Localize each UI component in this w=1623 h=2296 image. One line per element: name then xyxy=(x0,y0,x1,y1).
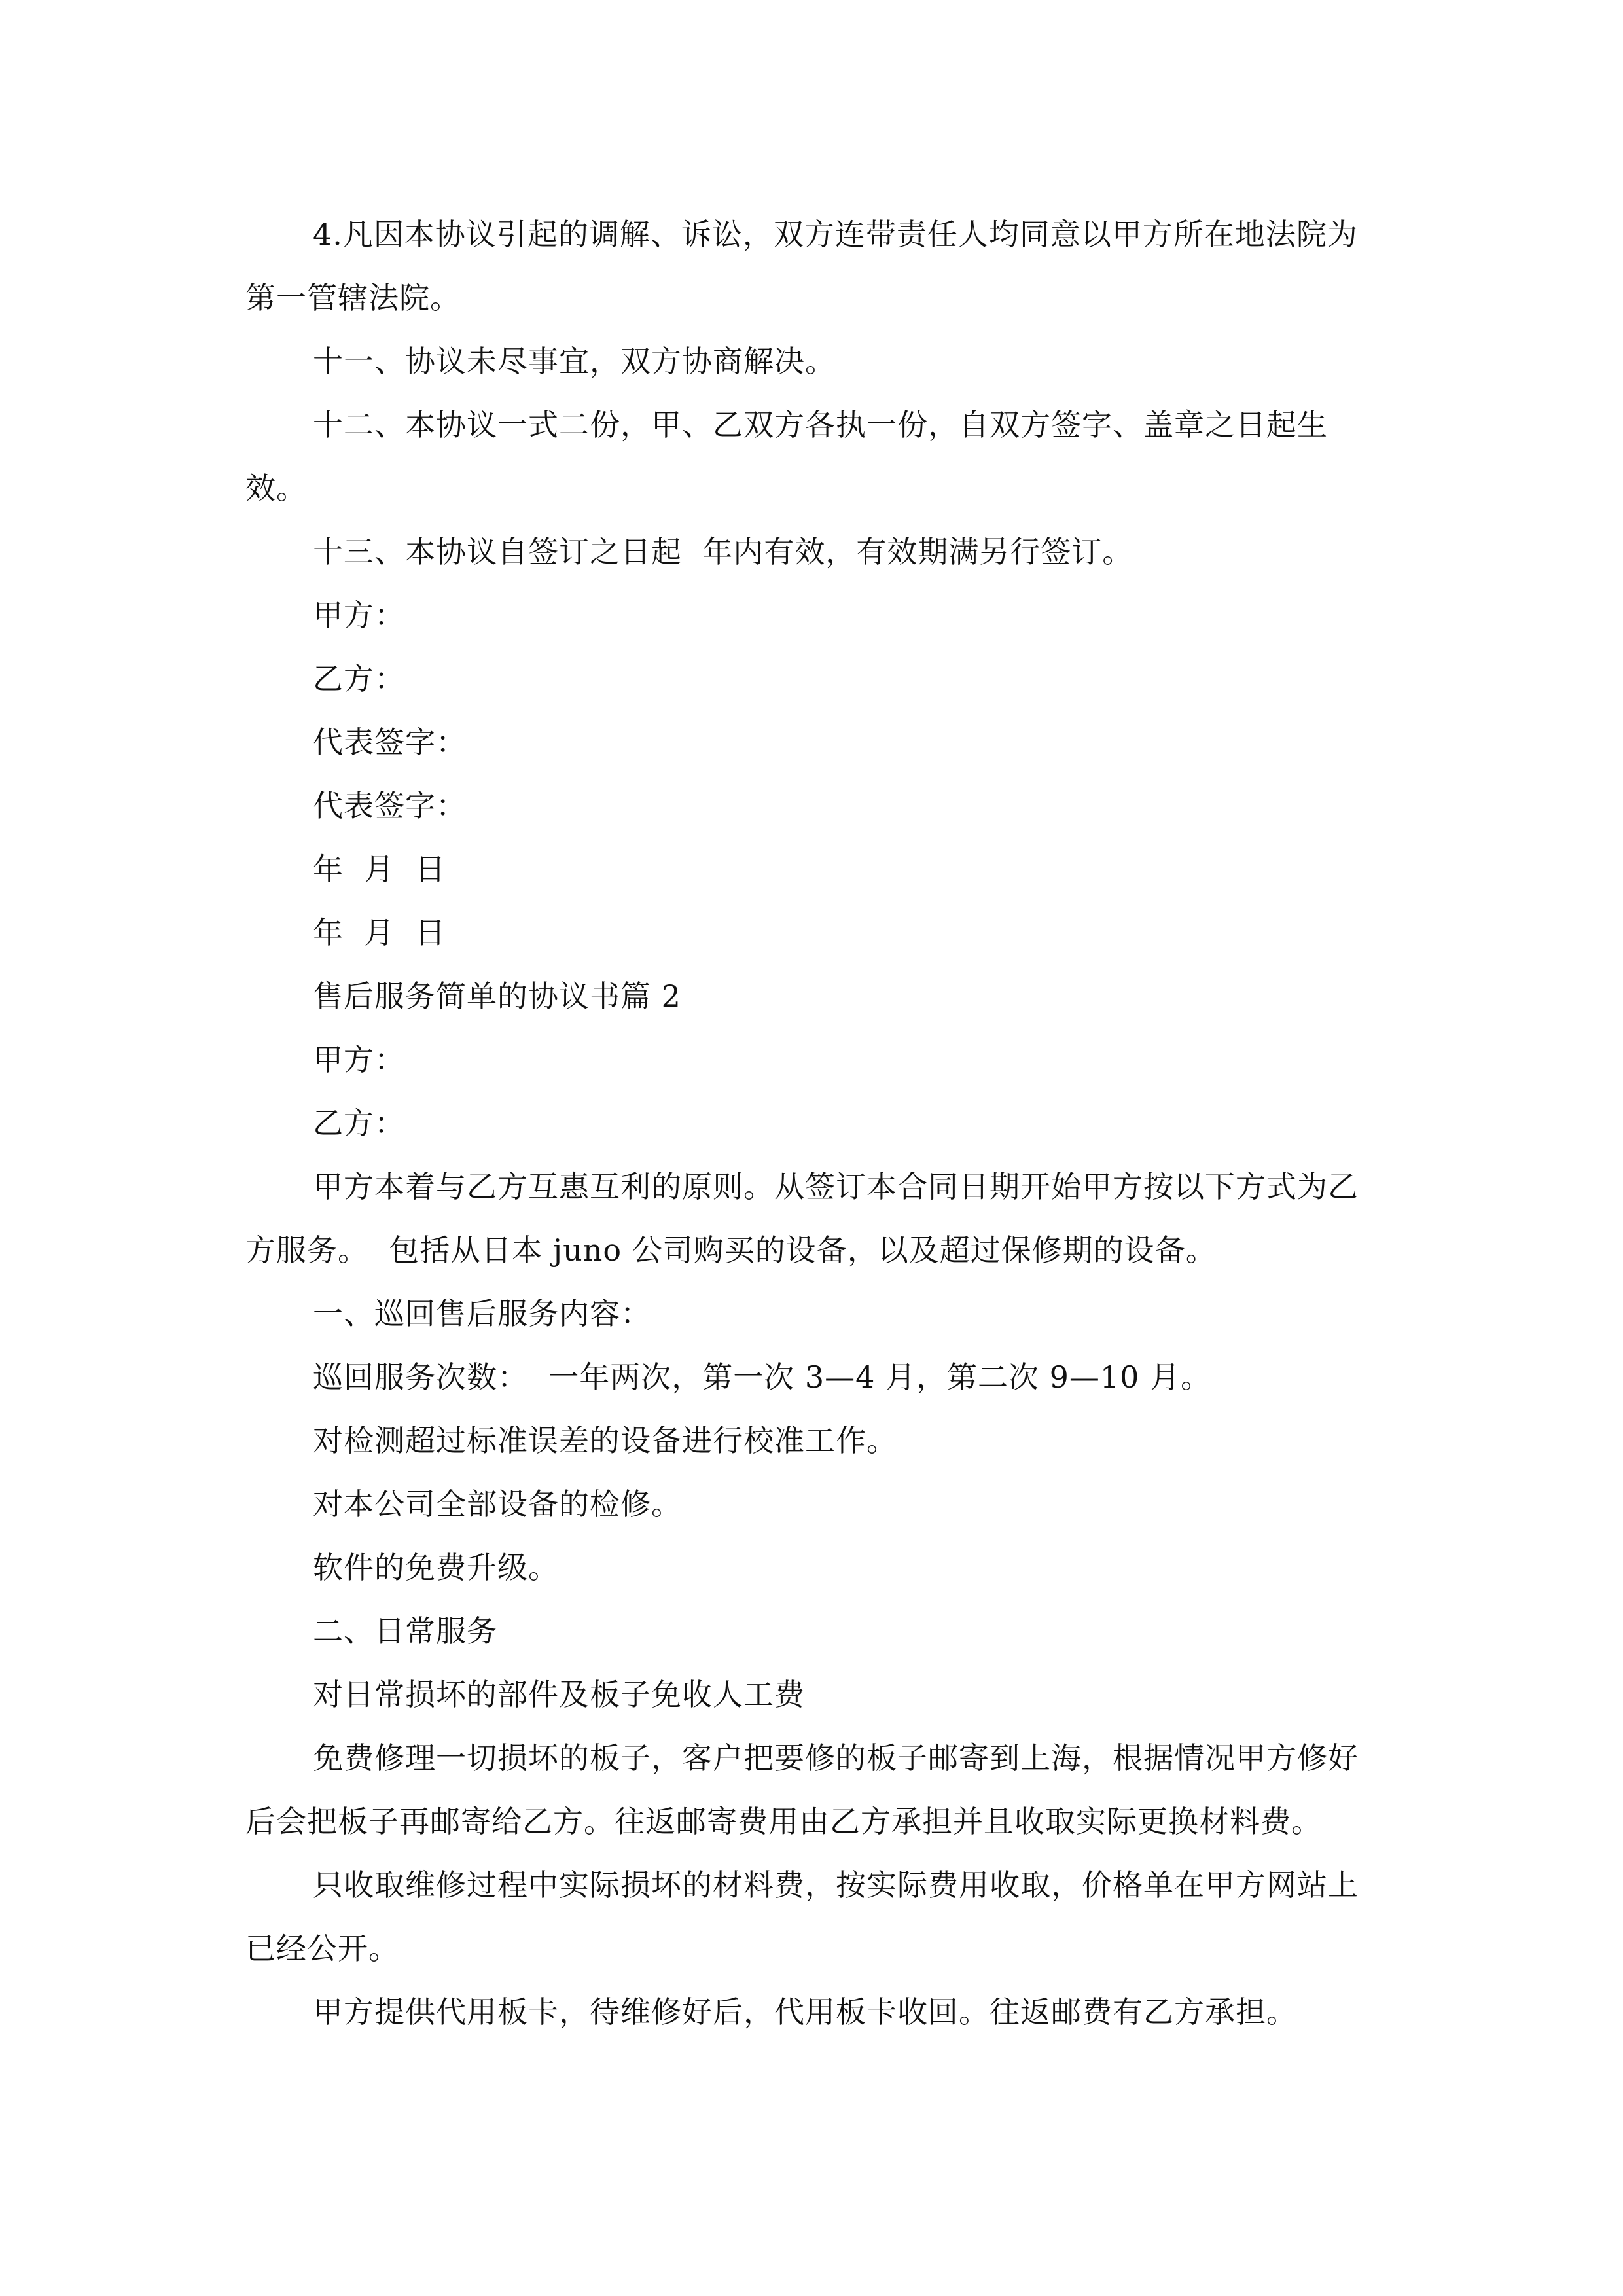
software-upgrade-item: 软件的免费升级。 xyxy=(313,1550,559,1585)
section-title-agreement-2: 售后服务简单的协议书篇 2 xyxy=(313,978,681,1014)
clause-12: 十二、本协议一式二份，甲、乙双方各执一份，自双方签字、盖章之日起生效。 xyxy=(245,407,1328,506)
document-body xyxy=(245,203,1384,2044)
party-b-label: 乙方： xyxy=(313,661,405,696)
clause-13: 十三、本协议自签订之日起 年内有效，有效期满另行签订。 xyxy=(313,534,1133,569)
clause-4-jurisdiction: 4.凡因本协议引起的调解、诉讼，双方连带责任人均同意以甲方所在地法院为第一管辖法院。 xyxy=(245,217,1358,315)
clause-11: 十一、协议未尽事宜，双方协商解决。 xyxy=(313,344,836,379)
inspection-item: 对本公司全部设备的检修。 xyxy=(313,1486,682,1522)
free-repair-item: 免费修理一切损坏的板子，客户把要修的板子邮寄到上海，根据情况甲方修好后会把板子再邮寄给乙方。往返邮寄费用由乙方承担并且收取实际更换材料费。 xyxy=(245,1740,1359,1839)
substitute-board-item: 甲方提供代用板卡，待维修好后，代用板卡收回。往返邮费有乙方承担。 xyxy=(313,1994,1297,2030)
date-line-a: 年 月 日 xyxy=(313,852,446,887)
calibration-item: 对检测超过标准误差的设备进行校准工作。 xyxy=(313,1423,897,1458)
representative-signature-a: 代表签字： xyxy=(313,725,467,760)
heading-tour-service: 一、巡回售后服务内容： xyxy=(313,1296,651,1331)
party-b-label-2: 乙方： xyxy=(313,1105,405,1141)
party-a-label: 甲方： xyxy=(313,598,405,633)
labor-fee-item: 对日常损坏的部件及板子免收人工费 xyxy=(313,1677,805,1712)
tour-frequency: 巡回服务次数： 一年两次，第一次 3—4 月，第二次 9—10 月。 xyxy=(313,1359,1212,1395)
date-line-b: 年 月 日 xyxy=(313,915,446,950)
representative-signature-b: 代表签字： xyxy=(313,788,467,823)
service-preamble: 甲方本着与乙方互惠互利的原则。从签订本合同日期开始甲方按以下方式为乙方服务。 包括从日本 juno 公司购买的设备，以及超过保修期的设备。 xyxy=(245,1169,1359,1268)
material-fee-item: 只收取维修过程中实际损坏的材料费，按实际费用收取，价格单在甲方网站上已经公开。 xyxy=(245,1867,1359,1966)
heading-daily-service: 二、日常服务 xyxy=(313,1613,497,1649)
party-a-label-2: 甲方： xyxy=(313,1042,405,1077)
